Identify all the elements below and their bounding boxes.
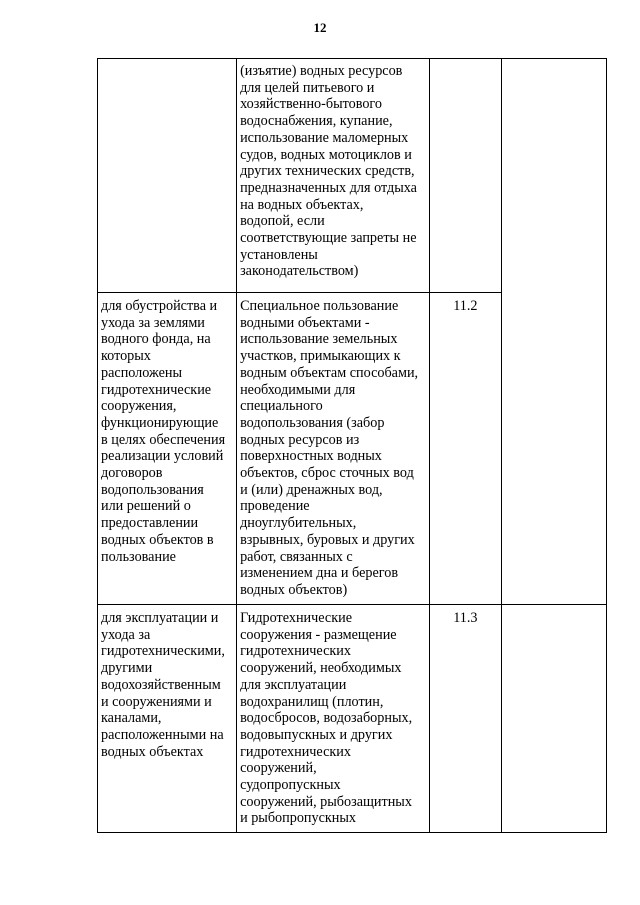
page-number: 12 [313,20,327,35]
table-row [98,59,607,293]
empty-cell [502,605,607,833]
use-purpose-cell: для обустройства и ухода за землями водного фонда, на которых расположены гидротехнические сооружения, функционирующие в целях обеспечения реализации условий договоров водопользования или решений о предоставлении водных объектов в пользование [98,293,237,605]
empty-cell [502,59,607,605]
table-row [98,605,607,833]
use-code-cell: 11.3 [429,605,502,833]
use-description-cell: (изъятие) водных ресурсов для целей питьевого и хозяйственно-бытового водоснабжения, купание, использование маломерных судов, водных мотоциклов и других технических средств, предназначенных для отдыха на водных объектах, водопой, если соответствующие запреты не установлены законодательством) [237,59,430,293]
use-code-cell: 11.2 [429,293,502,605]
use-description-cell: Специальное пользование водными объектами - использование земельных участков, примыкающих к водным объектам способами, необходимыми для специального водопользования (забор водных ресурсов из поверхностных водных объектов, сброс сточных вод и (или) дренажных вод, проведение дноуглубительных, взрывных, буровых и других работ, связанных с изменением дна и берегов водных объектов) [237,293,430,605]
use-description-cell: Гидротехнические сооружения - размещение гидротехнических сооружений, необходимых для эксплуатации водохранилищ (плотин, водосбросов, водозаборных, водовыпускных и других гидротехнических сооружений, судопропускных сооружений, рыбозащитных и рыбопропускных [237,605,430,833]
use-purpose-cell: для эксплуатации и ухода за гидротехническими, другими водохозяйственным и сооружениями и каналами, расположенными на водных объектах [98,605,237,833]
land-use-table [97,58,607,833]
use-purpose-cell [98,59,237,293]
use-code-cell [429,59,502,293]
